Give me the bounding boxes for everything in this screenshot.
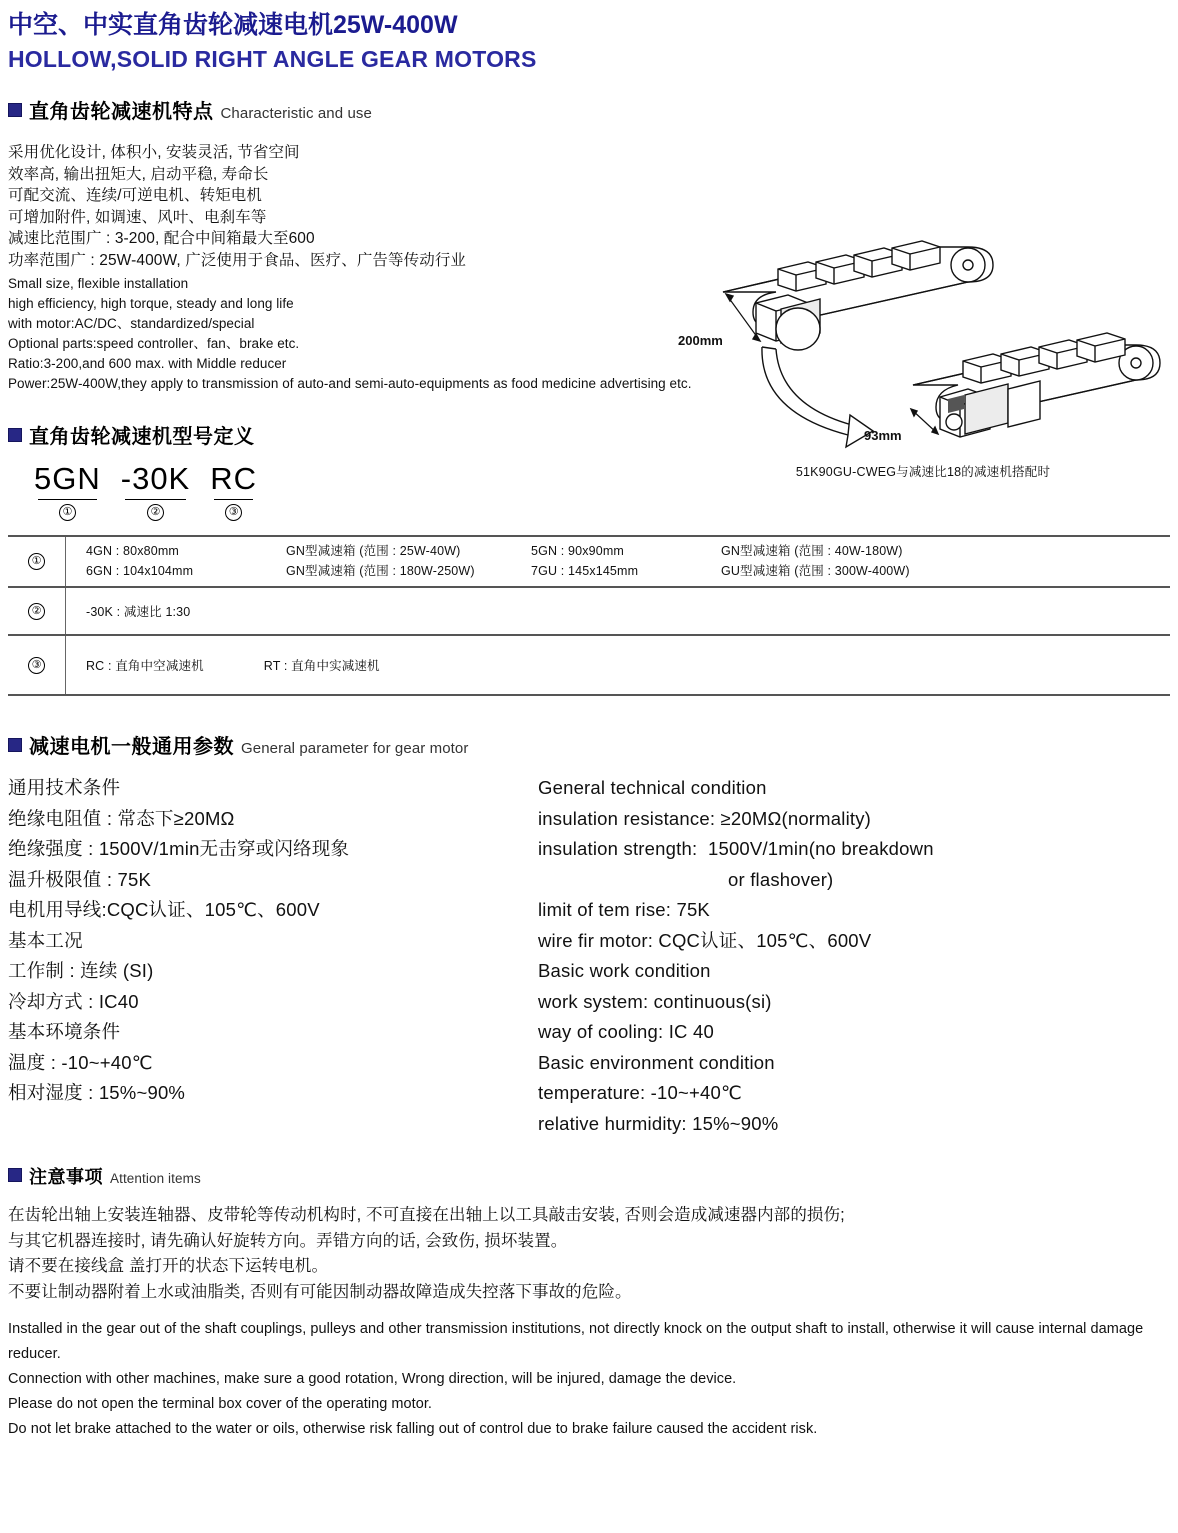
general-parameter-line-cn: 冷却方式 : IC40: [8, 990, 139, 1012]
bullet-square-icon: [8, 738, 22, 752]
page-title-en: HOLLOW,SOLID RIGHT ANGLE GEAR MOTORS: [8, 45, 537, 72]
general-parameter-line-cn: 绝缘强度 : 1500V/1min无击穿或闪络现象: [8, 838, 350, 860]
table-cell: [86, 656, 380, 674]
table-cell: 6GN : 104x104mm: [86, 564, 194, 579]
bullet-square-icon: [8, 103, 22, 117]
model-code-text: 5GN: [34, 461, 101, 497]
table-row: [8, 636, 1170, 694]
section-title-en: Characteristic and use: [220, 105, 372, 123]
general-parameter-line-cn: 通用技术条件: [8, 777, 121, 799]
section-title-en: General parameter for gear motor: [241, 740, 469, 758]
section-header-characteristic: [8, 95, 1170, 124]
table-sub-row: [86, 563, 910, 580]
marker-circle: ③: [28, 657, 45, 674]
attention-line-cn: 请不要在接线盒 盖打开的状态下运转电机。: [8, 1257, 329, 1276]
model-code-table: [8, 535, 1170, 696]
table-row-body: [66, 588, 190, 634]
table-cell-secondary: RT : 直角中实减速机: [263, 659, 380, 674]
characteristic-line-cn: 效率高, 输出扭矩大, 启动平稳, 寿命长: [8, 165, 269, 183]
characteristic-line-en: Power:25W-400W,they apply to transmission of auto-and semi-auto-equipments as food medicine advertising etc.: [8, 376, 692, 392]
attention-line-cn: 在齿轮出轴上安装连轴器、皮带轮等传动机构时, 不可直接在出轴上以工具敲击安装, 否则会造成减速器内部的损伤;: [8, 1206, 845, 1225]
model-code-underline: [214, 499, 253, 500]
general-parameter-line-cn: 温升极限值 : 75K: [8, 868, 152, 890]
table-row-marker: [8, 588, 66, 634]
characteristic-line-cn: 减速比范围广 : 3-200, 配合中间箱最大至600: [8, 230, 315, 248]
general-parameter-line-cn: 相对湿度 : 15%~90%: [8, 1082, 186, 1104]
section-header-attention: [8, 1163, 1170, 1189]
table-cell: GN型减速箱 (范围 : 40W-180W): [721, 544, 903, 559]
table-cell: GN型减速箱 (范围 : 25W-40W): [286, 544, 461, 559]
general-parameter-line-en: temperature: -10~+40℃: [538, 1082, 742, 1104]
attention-line-en: Please do not open the terminal box cover of the operating motor.: [8, 1396, 433, 1413]
table-cell: GU型减速箱 (范围 : 300W-400W): [721, 564, 910, 579]
model-code-part: [34, 461, 101, 521]
attention-line-en: Do not let brake attached to the water or oils, otherwise risk falling out of control due to brake failure caused the accident risk.: [8, 1421, 818, 1438]
page-title-cn: 中空、中实直角齿轮减速电机25W-400W: [8, 11, 458, 39]
section-title-cn: 注意事项: [29, 1167, 103, 1188]
table-sub-row: [86, 543, 910, 560]
general-parameter-line-cn: 绝缘电阻值 : 常态下≥20MΩ: [8, 807, 235, 829]
model-code-text: -30K: [120, 461, 191, 497]
table-row-marker: [8, 636, 66, 694]
general-parameter-line-en: or flashover): [728, 868, 834, 890]
model-code-marker: ③: [225, 504, 242, 521]
model-code-marker: ②: [147, 504, 164, 521]
table-cell: 4GN : 80x80mm: [86, 544, 179, 559]
section-header-general: [8, 730, 1170, 759]
characteristic-line-en: high efficiency, high torque, steady and long life: [8, 296, 294, 312]
model-code-part: [121, 461, 190, 521]
table-row: [8, 588, 1170, 636]
table-cell: GN型减速箱 (范围 : 180W-250W): [286, 564, 475, 579]
table-cell-primary: RC : 直角中空减速机: [86, 659, 204, 674]
model-code-part: [210, 461, 257, 521]
table-cell: 7GU : 145x145mm: [531, 564, 639, 579]
dimension-label-top: 200mm: [678, 333, 723, 349]
general-parameter-line-cn: 工作制 : 连续 (SI): [8, 960, 154, 982]
attention-line-en: Connection with other machines, make sure a good rotation, Wrong direction, will be injured, damage the device.: [8, 1371, 737, 1388]
characteristic-line-en: Optional parts:speed controller、fan、brake etc.: [8, 336, 300, 352]
bullet-square-icon: [8, 428, 22, 442]
attention-list-cn: [8, 1203, 1170, 1305]
model-code-text: RC: [210, 461, 258, 497]
general-parameter-line-en: insulation strength: 1500V/1min(no breakdown: [538, 838, 934, 860]
attention-line-cn: 与其它机器连接时, 请先确认好旋转方向。弄错方向的话, 会致伤, 损坏装置。: [8, 1231, 568, 1250]
conveyor-illustration: [668, 237, 1178, 487]
general-parameter-line-cn: 基本环境条件: [8, 1021, 121, 1043]
general-parameter-line-cn: 温度 : -10~+40℃: [8, 1051, 153, 1073]
model-code-underline: [38, 499, 97, 500]
general-parameter-line-en: limit of tem rise: 75K: [538, 899, 710, 921]
illustration-caption: 51K90GU-CWEG与减速比18的减速机搭配时: [795, 465, 1051, 480]
characteristic-line-en: Ratio:3-200,and 600 max. with Middle reducer: [8, 356, 287, 372]
characteristic-line-cn: 可配交流、连续/可逆电机、转矩电机: [8, 187, 263, 205]
general-parameter-line-cn: 电机用导线:CQC认证、105℃、600V: [8, 899, 320, 921]
section-title-cn: 减速电机一般通用参数: [29, 736, 234, 759]
characteristic-line-en: Small size, flexible installation: [8, 276, 189, 292]
characteristic-line-en: with motor:AC/DC、standardized/special: [8, 316, 255, 332]
general-parameter-line-en: insulation resistance: ≥20MΩ(normality): [538, 807, 872, 829]
general-parameter-line-en: General technical condition: [538, 777, 767, 799]
general-parameter-line-en: wire fir motor: CQC认证、105℃、600V: [538, 929, 872, 951]
table-row-body: [66, 537, 910, 586]
section-title-cn: 直角齿轮减速机型号定义: [29, 426, 255, 449]
model-code-underline: [125, 499, 186, 500]
dimension-label-bottom: 93mm: [864, 428, 902, 444]
general-parameter-line-en: Basic work condition: [538, 960, 711, 982]
general-parameter-line-cn: 基本工况: [8, 929, 83, 951]
general-parameter-line-en: Basic environment condition: [538, 1051, 775, 1073]
table-cell-primary: -30K : 减速比 1:30: [86, 605, 191, 620]
model-code-marker: ①: [59, 504, 76, 521]
general-parameter-line-en: way of cooling: IC 40: [538, 1021, 714, 1043]
characteristic-line-cn: 功率范围广 : 25W-400W, 广泛使用于食品、医疗、广告等传动行业: [8, 251, 467, 269]
bullet-square-icon: [8, 1168, 22, 1182]
section-title-cn: 直角齿轮减速机特点: [29, 101, 214, 124]
table-row-body: [66, 636, 380, 694]
general-parameters-en: [538, 773, 1170, 1139]
characteristic-line-cn: 可增加附件, 如调速、风叶、电刹车等: [8, 208, 267, 226]
attention-list-en: [8, 1317, 1170, 1442]
table-cell: 5GN : 90x90mm: [531, 544, 624, 559]
table-row: [8, 537, 1170, 588]
general-parameter-section: [8, 730, 1170, 1139]
marker-circle: ①: [28, 553, 45, 570]
attention-line-cn: 不要让制动器附着上水或油脂类, 否则有可能因制动器故障造成失控落下事故的危险。: [8, 1282, 632, 1301]
attention-section: [8, 1163, 1170, 1442]
general-parameter-line-en: work system: continuous(si): [538, 990, 772, 1012]
general-parameter-line-en: relative hurmidity: 15%~90%: [538, 1112, 779, 1134]
general-parameters-cn: [8, 773, 538, 1139]
section-title-en: Attention items: [110, 1171, 201, 1187]
marker-circle: ②: [28, 603, 45, 620]
table-row-marker: [8, 537, 66, 586]
table-cell: [86, 602, 190, 620]
attention-line-en: Installed in the gear out of the shaft couplings, pulleys and other transmission institutions, not directly knock on the output shaft to install, otherwise it will cause internal damage reducer.: [8, 1321, 1144, 1363]
characteristic-line-cn: 采用优化设计, 体积小, 安装灵活, 节省空间: [8, 144, 300, 162]
